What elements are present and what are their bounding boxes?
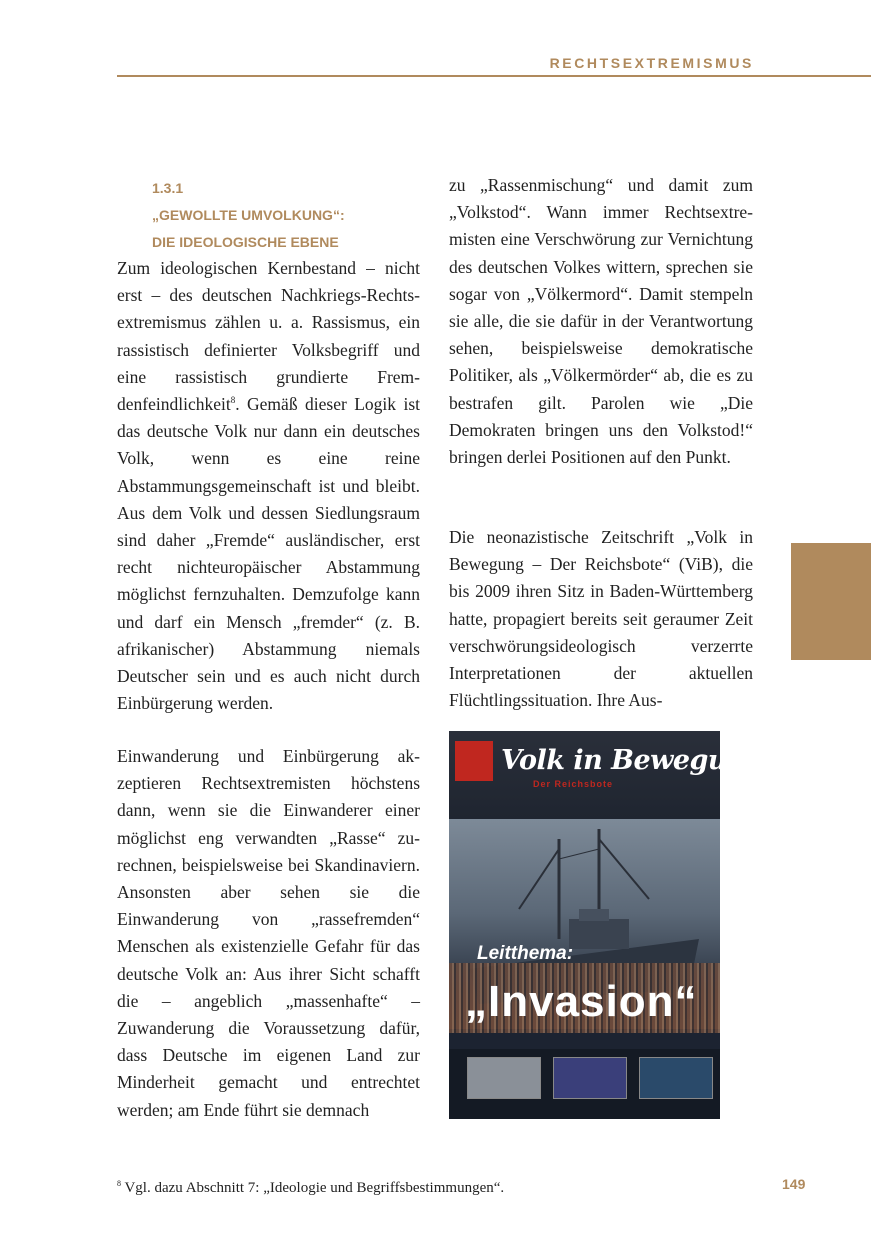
paragraph-left-1-part-a: Zum ideologischen Kernbestand – nicht erst – des deutschen Nachkriegs-Rechtsextremismus zählen u. a. Rassismus, ein rassistisch definierter Volksbegriff und eine rassistisch grundierte Fremdenfeindlichkeit: [117, 258, 420, 415]
cover-headline: „Invasion“: [465, 977, 698, 1026]
cover-masthead: [449, 731, 765, 819]
section-title-line2: DIE IDEOLOGISCHE EBENE: [152, 234, 339, 250]
paragraph-right-2: Die neonazistische Zeitschrift „Volk in Bewegung – Der Reichsbote“ (ViB), die bis 2009 ihren Sitz in Baden-Württemberg hatte, propagiert bereits seit geraumer Zeit verschwörungsideologisch verzerrte Interpretationen der aktuellen Flüchtlingssituation. Ihre Aus-: [449, 527, 753, 711]
section-heading: [152, 175, 345, 256]
section-number: 1.3.1: [152, 180, 184, 196]
cover-title: Volk in Bewegung: [501, 745, 765, 776]
paragraph-left-1-part-b: . Gemäß dieser Logik ist das deutsche Volk nur dann ein deutsches Volk, wenn es eine reine Abstammungsgemeinschaft ist und bleibt. Aus dem Volk und dessen Siedlungsraum sind daher „Fremde“ ausländischer, erst recht nichteuropäischer Abstammung möglichst fernzuhalten. Demzufolge kann und darf ein Mensch „fremder“ (z. B. afrikanischer) Abstammung niemals Deutscher sein und es auch nicht durch Einbürgerung werden.: [117, 394, 420, 714]
paragraph-left-1: [117, 255, 420, 717]
cover-lead-label: Leitthema:: [477, 943, 574, 964]
page-number: 149: [782, 1176, 806, 1192]
running-header: RECHTSEXTREMISMUS: [549, 55, 754, 71]
footnote: [117, 1180, 504, 1197]
magazine-cover-image: [449, 731, 765, 1119]
footnote-ref: 8: [230, 395, 236, 406]
section-title-line1: „GEWOLLTE UMVOLKUNG“:: [152, 207, 345, 223]
cover-thumbnail-strip: [449, 1049, 720, 1119]
cover-red-box: [455, 741, 493, 781]
paragraph-right-1: zu „Rassenmischung“ und damit zum „Volkstod“. Wann immer Rechtsextremisten eine Verschwörung zur Vernichtung des deutschen Volkes wittern, sprechen sie sogar von „Völkermord“. Damit stempeln sie alle, die sie dafür in der Verantwortung sehen, beispielsweise demokratische Politiker, als „Völkermörder“ ab, die es zu bestrafen gilt. Parolen wie „Die Demokraten bringen uns den Volkstod!“ bringen derlei Positionen auf den Punkt.: [449, 175, 753, 468]
cover-thumbnail: [467, 1057, 541, 1099]
paragraph-left-2: Einwanderung und Einbürgerung akzeptieren Rechtsextremisten höchstens dann, wenn sie die Einwanderer einer möglichst eng verwandten „Rasse“ zurechnen, beispielsweise bei Skandinaviern. Ansonsten aber sehen sie die Einwanderung von „rassefremden“ Menschen als existenzielle Gefahr für das deutsche Volk an: Aus ihrer Sicht schafft die – angeblich „massenhafte“ – Zuwanderung die Voraussetzung dafür, dass Deutsche im eigenen Land zur Minderheit gemacht und entrechtet werden; am Ende führt sie demnach: [117, 746, 420, 1120]
footnote-marker: 8: [117, 1179, 121, 1188]
cover-subtitle: Der Reichsbote: [533, 779, 614, 789]
footnote-text: Vgl. dazu Abschnitt 7: „Ideologie und Begriffsbestimmungen“.: [121, 1180, 505, 1196]
header-rule: [117, 75, 871, 77]
cover-thumbnail: [553, 1057, 627, 1099]
chapter-side-tab: [791, 543, 871, 660]
cover-thumbnail: [639, 1057, 713, 1099]
